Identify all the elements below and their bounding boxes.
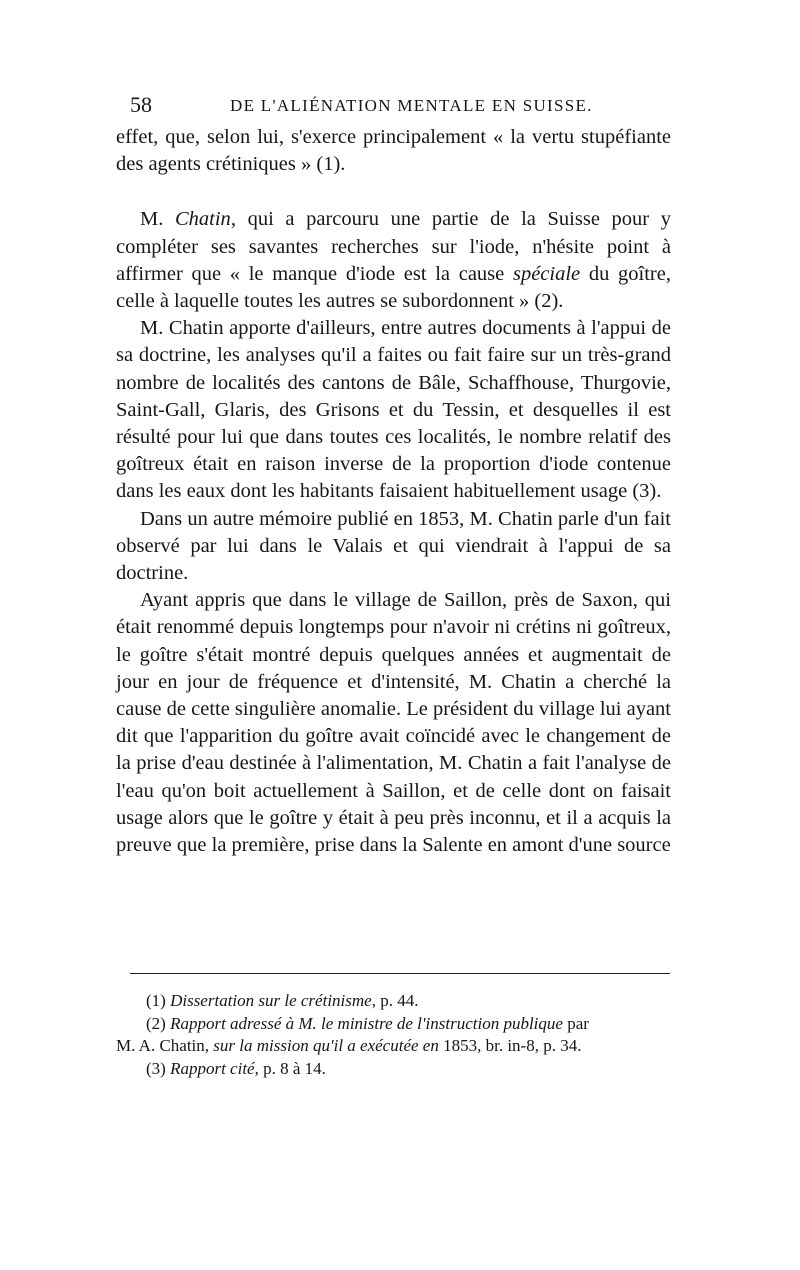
footnote-2-mission-title: sur la mission qu'il a exécutée en <box>213 1036 439 1055</box>
footnote-2-author: M. A. Chatin, <box>116 1036 214 1055</box>
running-head: DE L'ALIÉNATION MENTALE EN SUISSE. <box>230 96 593 115</box>
paragraph-4: Dans un autre mémoire publié en 1853, M. Chatin parle d'un fait observé par lui dans le Valais et qui viendrait à l'appui de sa doctrine. <box>116 507 671 585</box>
footnote-1 <box>116 990 671 1013</box>
p2-end: du goître, celle à laquelle toutes les autres se subordonnent » (2). <box>116 262 671 313</box>
p2-lead: M. <box>140 208 175 231</box>
chatin-name: Chatin <box>174 208 231 231</box>
paragraph-2 <box>116 206 671 315</box>
p2-middle: , qui a parcouru une partie de la Suisse pour y compléter ses savantes recherches sur l'iode, n'hésite point à affirmer que « le manque d'iode est la cause <box>116 208 671 285</box>
footnotes <box>116 990 671 1080</box>
footnote-2-continuation <box>116 1035 671 1058</box>
main-text <box>116 124 671 859</box>
paragraph-3: M. Chatin apporte d'ailleurs, entre autres documents à l'appui de sa doctrine, les analyses qu'il a faites ou fait faire sur un très-grand nombre de localités des cantons de Bâle, Schaffhouse, Thurgovie, Saint-Gall, Glaris, des Grisons et du Tessin, et desquelles il est résulté pour lui que dans toutes ces localités, le nombre relatif des goîtreux était en raison inverse de la proportion d'iode contenue dans les eaux dont les habitants faisaient habituellement usage (3). <box>116 317 671 503</box>
footnote-1-number: (1) <box>146 991 171 1010</box>
page-header <box>130 92 670 122</box>
footnote-3-number: (3) <box>146 1058 171 1078</box>
paragraph-1: effet, que, selon lui, s'exerce principalement « la vertu stupéfiante des agents crétiniques » (1). <box>116 126 671 176</box>
page-number: 58 <box>130 92 152 117</box>
footnote-1-title: Dissertation sur le crétinisme <box>170 991 372 1010</box>
footnote-2-details: 1853, br. in-8, p. 34. <box>438 1036 582 1055</box>
footnote-2 <box>116 1013 671 1036</box>
footnote-3-title: Rapport cité <box>170 1058 255 1078</box>
paragraph-5: Ayant appris que dans le village de Saillon, près de Saxon, qui était renommé depuis longtemps pour n'avoir ni crétins ni goîtreux, le goître s'était montré depuis quelques années et augmentait de jour en jour de fréquence et d'intensité, M. Chatin a cherché la cause de cette singulière anomalie. Le président du village lui ayant dit que l'apparition du goître avait coïncidé avec le changement de la prise d'eau destinée à l'alimentation, M. Chatin a fait l'analyse de l'eau qu'on boit actuellement à Saillon, et de celle dont on faisait usage alors que le goître y était à peu près inconnu, et il a acquis la preuve que la première, prise dans la Salente en amont d'une source <box>116 589 671 857</box>
footnote-2-number: (2) <box>146 1013 171 1033</box>
footnote-2-rest: par <box>562 1013 589 1033</box>
footnote-3-rest: , p. 8 à 14. <box>254 1058 326 1078</box>
footnote-2-title: Rapport adressé à M. le ministre de l'instruction publique <box>170 1013 563 1033</box>
footnote-3 <box>116 1058 671 1081</box>
speciale-emphasis: spéciale <box>512 262 581 285</box>
footnote-1-rest: , p. 44. <box>371 991 419 1010</box>
footnote-rule <box>130 973 670 974</box>
